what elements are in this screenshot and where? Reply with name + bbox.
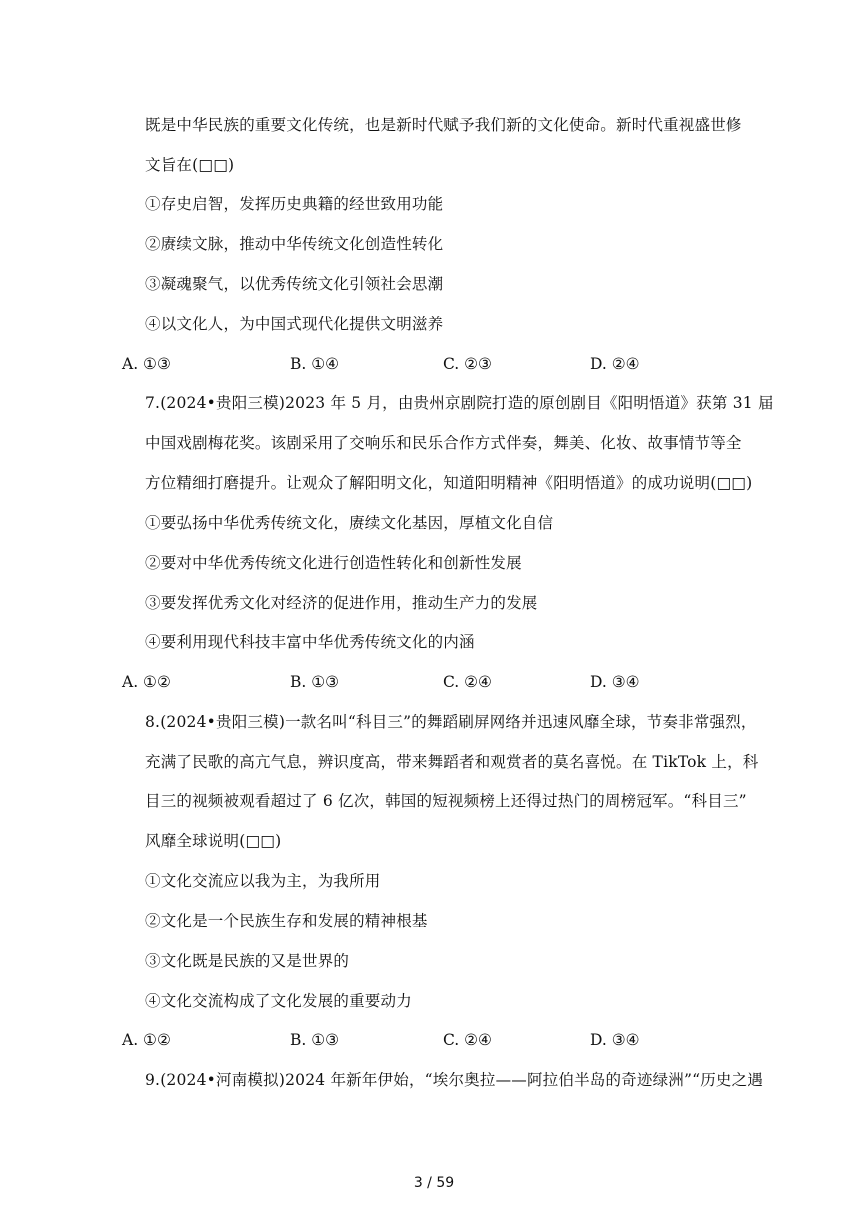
option-d: D. ③④ xyxy=(590,1031,640,1049)
text-line: 充满了民歌的高亢气息，辨识度高，带来舞蹈者和观赏者的莫名喜悦。在 TikTok 上，科 xyxy=(145,753,759,771)
option-a: A. ①② xyxy=(122,673,171,691)
option-a: A. ①③ xyxy=(122,355,171,373)
statement-4: ④文化交流构成了文化发展的重要动力 xyxy=(145,992,412,1010)
question-8-stem: 8.(2024•贵阳三模)一款名叫“科目三”的舞蹈刷屏网络并迅速风靡全球，节奏非常强烈， xyxy=(145,713,757,731)
text-line: 方位精细打磨提升。让观众了解阳明文化，知道阳明精神《阳明悟道》的成功说明(□□) xyxy=(145,474,753,492)
statement-1: ①要弘扬中华优秀传统文化，赓续文化基因，厚植文化自信 xyxy=(145,514,554,532)
answer-options-q6 xyxy=(0,354,868,374)
statement-3: ③凝魂聚气，以优秀传统文化引领社会思潮 xyxy=(145,275,444,293)
option-b: B. ①③ xyxy=(290,1031,340,1049)
statement-4: ④要利用现代科技丰富中华优秀传统文化的内涵 xyxy=(145,633,475,651)
answer-options-q7 xyxy=(0,672,868,692)
question-9-stem: 9.(2024•河南模拟)2024 年新年伊始，“埃尔奥拉——阿拉伯半岛的奇迹绿洲”“历史之遇 xyxy=(145,1071,764,1089)
statement-3: ③文化既是民族的又是世界的 xyxy=(145,952,350,970)
statement-3: ③要发挥优秀文化对经济的促进作用，推动生产力的发展 xyxy=(145,594,538,612)
text-line: 中国戏剧梅花奖。该剧采用了交响乐和民乐合作方式伴奏，舞美、化妆、故事情节等全 xyxy=(145,434,742,452)
text-line: 目三的视频被观看超过了 6 亿次，韩国的短视频榜上还得过热门的周榜冠军。“科目三” xyxy=(145,792,747,810)
statement-1: ①文化交流应以我为主，为我所用 xyxy=(145,872,381,890)
statement-2: ②赓续文脉，推动中华传统文化创造性转化 xyxy=(145,235,444,253)
option-c: C. ②④ xyxy=(443,1031,492,1049)
question-7-stem: 7.(2024•贵阳三模)2023 年 5 月，由贵州京剧院打造的原创剧目《阳明悟道》获第 31 届 xyxy=(145,394,774,412)
statement-1: ①存史启智，发挥历史典籍的经世致用功能 xyxy=(145,195,444,213)
text-line: 既是中华民族的重要文化传统，也是新时代赋予我们新的文化使命。新时代重视盛世修 xyxy=(145,116,742,134)
option-b: B. ①④ xyxy=(290,355,340,373)
option-a: A. ①② xyxy=(122,1031,171,1049)
answer-options-q8 xyxy=(0,1030,868,1050)
option-d: D. ③④ xyxy=(590,673,640,691)
text-line: 风靡全球说明(□□) xyxy=(145,832,282,850)
option-b: B. ①③ xyxy=(290,673,340,691)
option-c: C. ②④ xyxy=(443,673,492,691)
text-line: 文旨在(□□) xyxy=(145,156,235,174)
statement-2: ②要对中华优秀传统文化进行创造性转化和创新性发展 xyxy=(145,554,522,572)
statement-4: ④以文化人，为中国式现代化提供文明滋养 xyxy=(145,315,444,333)
option-c: C. ②③ xyxy=(443,355,492,373)
statement-2: ②文化是一个民族生存和发展的精神根基 xyxy=(145,912,428,930)
option-d: D. ②④ xyxy=(590,355,640,373)
page-number: 3 / 59 xyxy=(413,1175,455,1191)
